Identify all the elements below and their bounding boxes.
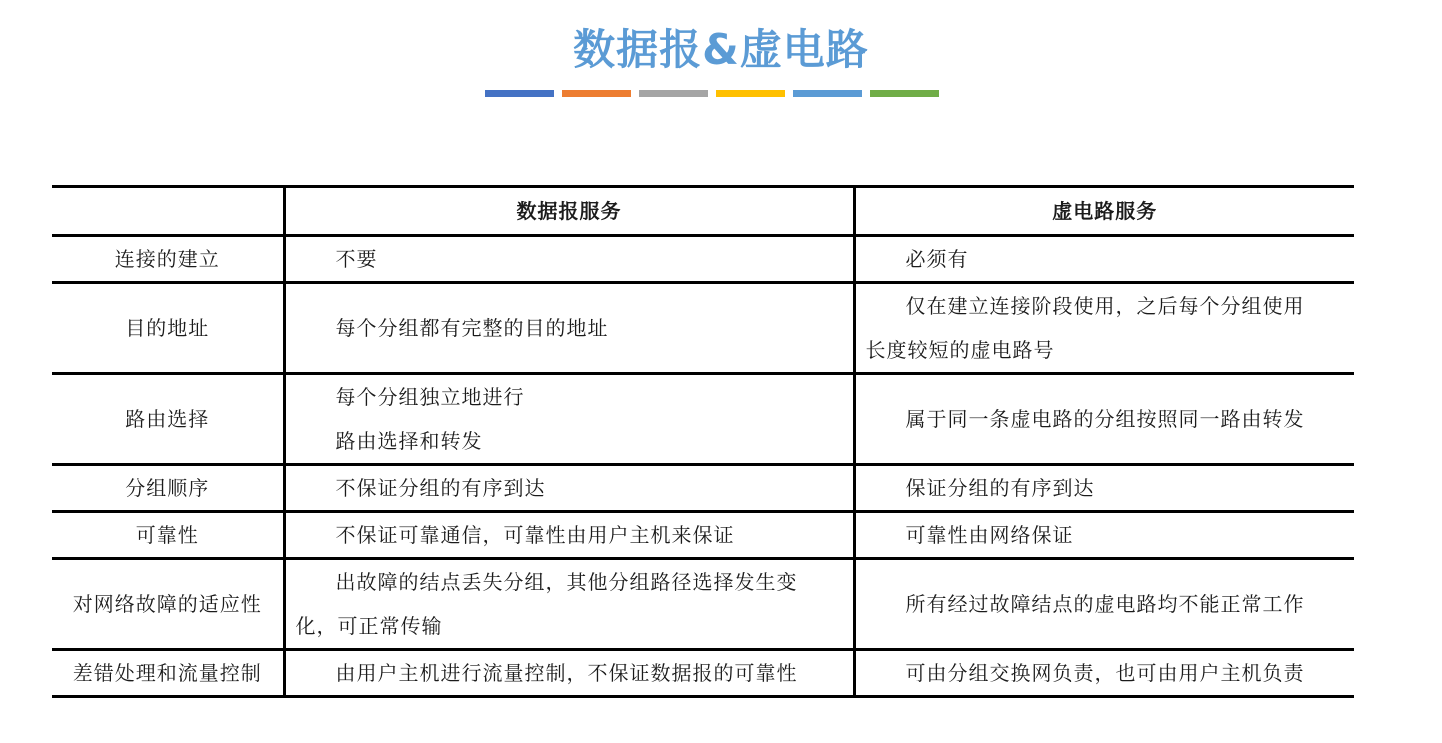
row-label: 可靠性 [52, 512, 284, 559]
table-row [52, 650, 1354, 697]
slide-title: 数据报&虚电路 [573, 25, 869, 74]
color-bar-segment-green [870, 90, 939, 97]
cell-line: 化，可正常传输 [295, 614, 443, 638]
comparison-table [52, 185, 1354, 698]
datagram-cell [284, 559, 854, 650]
datagram-cell: 不保证可靠通信，可靠性由用户主机来保证 [284, 512, 854, 559]
cell-line: 长度较短的虚电路号 [865, 338, 1055, 362]
cell-line: 每个分组独立地进行 [335, 385, 525, 409]
table-row [52, 465, 1354, 512]
header-datagram: 数据报服务 [284, 187, 854, 236]
datagram-cell [284, 374, 854, 465]
color-bar-segment-orange [562, 90, 631, 97]
row-label: 连接的建立 [52, 236, 284, 283]
row-label: 差错处理和流量控制 [52, 650, 284, 697]
cell-line: 仅在建立连接阶段使用，之后每个分组使用 [905, 294, 1305, 318]
virtual-circuit-cell: 必须有 [854, 236, 1354, 283]
decorative-color-bar [485, 90, 939, 97]
datagram-cell: 不要 [284, 236, 854, 283]
cell-line: 路由选择和转发 [335, 429, 483, 453]
virtual-circuit-cell: 可靠性由网络保证 [854, 512, 1354, 559]
datagram-cell: 由用户主机进行流量控制，不保证数据报的可靠性 [284, 650, 854, 697]
color-bar-segment-gray [639, 90, 708, 97]
cell-line: 出故障的结点丢失分组，其他分组路径选择发生变 [335, 570, 798, 594]
color-bar-segment-lightblue [793, 90, 862, 97]
table-row [52, 559, 1354, 650]
table-row [52, 283, 1354, 374]
header-corner [52, 187, 284, 236]
color-bar-segment-blue [485, 90, 554, 97]
row-label: 目的地址 [52, 283, 284, 374]
row-label: 分组顺序 [52, 465, 284, 512]
datagram-cell: 不保证分组的有序到达 [284, 465, 854, 512]
virtual-circuit-cell: 保证分组的有序到达 [854, 465, 1354, 512]
datagram-cell: 每个分组都有完整的目的地址 [284, 283, 854, 374]
row-label: 对网络故障的适应性 [52, 559, 284, 650]
table-row [52, 512, 1354, 559]
row-label: 路由选择 [52, 374, 284, 465]
header-virtual-circuit: 虚电路服务 [854, 187, 1354, 236]
color-bar-segment-yellow [716, 90, 785, 97]
comparison-table-container [52, 185, 1354, 698]
virtual-circuit-cell [854, 283, 1354, 374]
table-row [52, 236, 1354, 283]
virtual-circuit-cell: 所有经过故障结点的虚电路均不能正常工作 [854, 559, 1354, 650]
table-row [52, 374, 1354, 465]
virtual-circuit-cell: 属于同一条虚电路的分组按照同一路由转发 [854, 374, 1354, 465]
table-header-row [52, 187, 1354, 236]
virtual-circuit-cell: 可由分组交换网负责，也可由用户主机负责 [854, 650, 1354, 697]
